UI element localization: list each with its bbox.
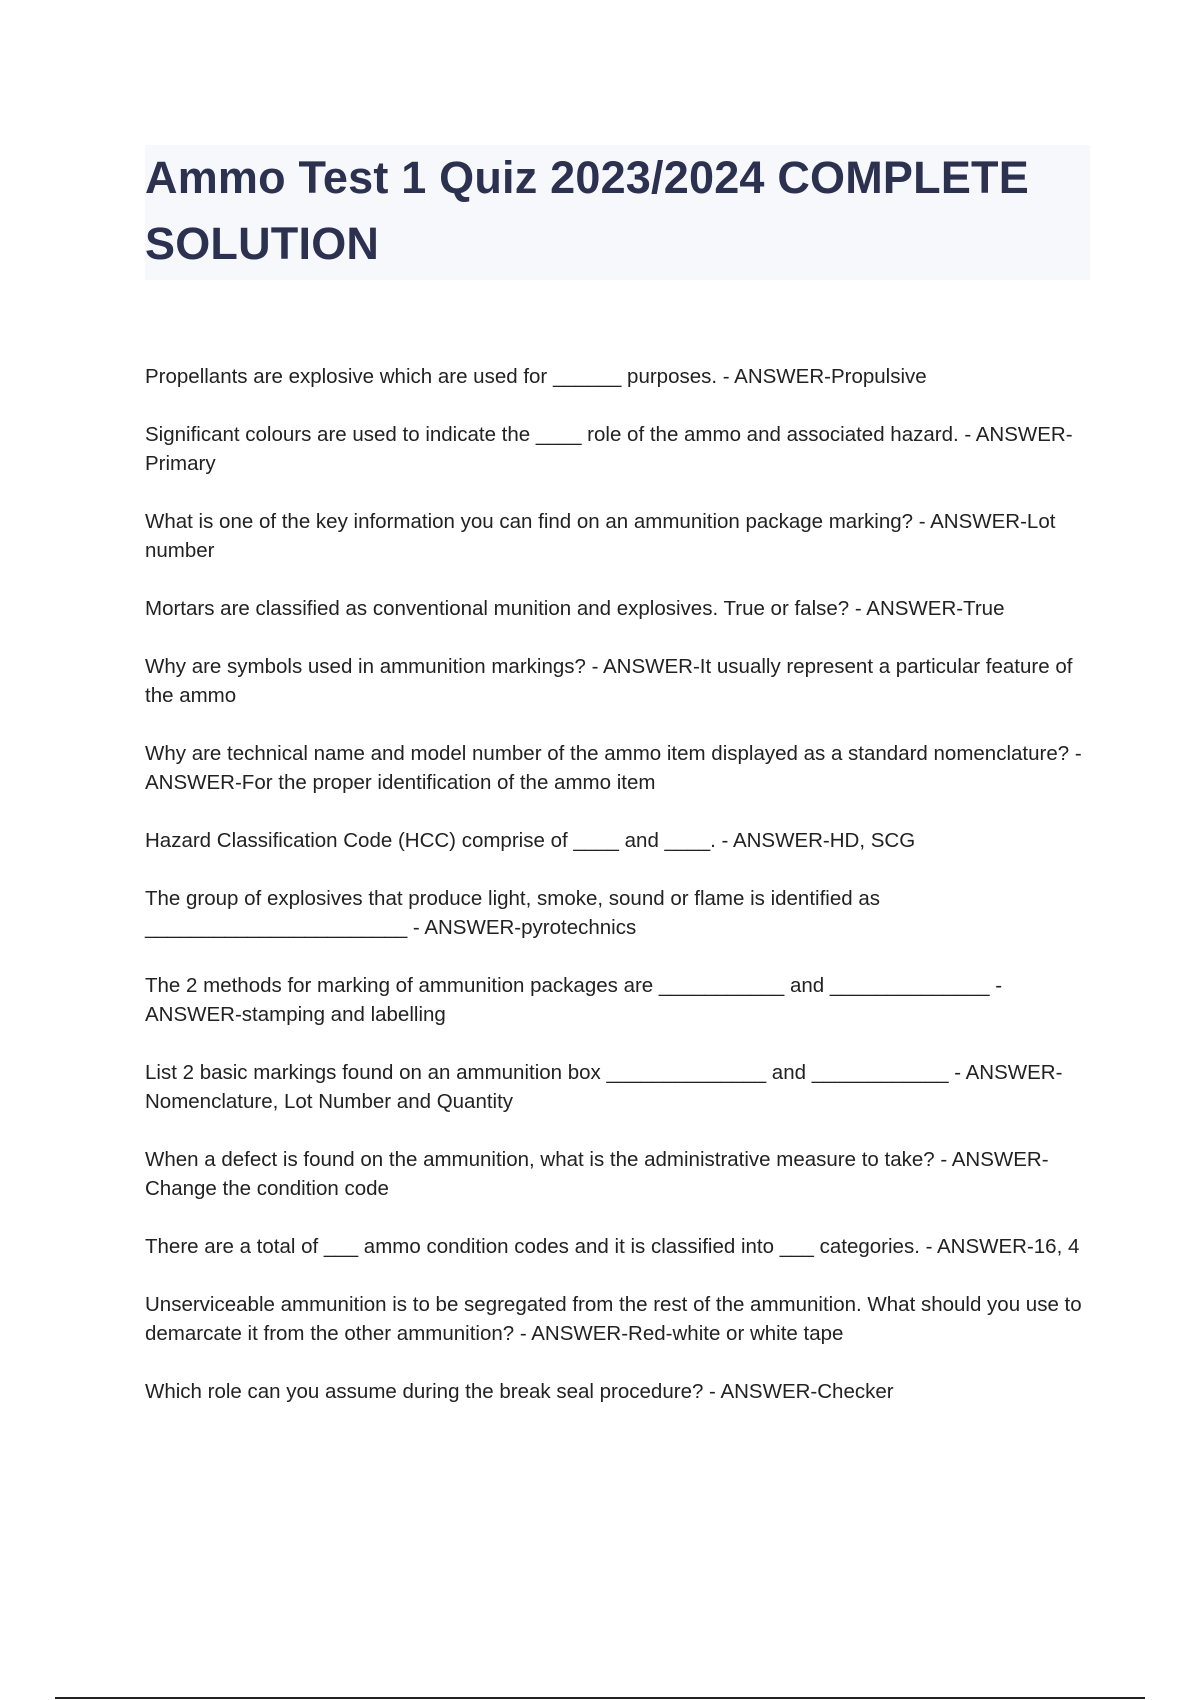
qa-item: Hazard Classification Code (HCC) comprise of ____ and ____. - ANSWER-HD, SCG [145, 829, 916, 852]
qa-item: Why are technical name and model number of the ammo item displayed as a standard nomenclature? - ANSWER-For the proper identification of the ammo item [145, 742, 1082, 794]
qa-item: Unserviceable ammunition is to be segregated from the rest of the ammunition. What should you use to demarcate it from the other ammunition? - ANSWER-Red-white or white tape [145, 1293, 1082, 1345]
qa-item: Why are symbols used in ammunition markings? - ANSWER-It usually represent a particular feature of the ammo [145, 655, 1073, 707]
qa-item: Propellants are explosive which are used for ______ purposes. - ANSWER-Propulsive [145, 365, 927, 388]
qa-item: The 2 methods for marking of ammunition packages are ___________ and ______________ - ANSWER-stamping and labelling [145, 974, 1003, 1026]
qa-item: Which role can you assume during the break seal procedure? - ANSWER-Checker [145, 1380, 894, 1403]
title-banner [145, 145, 1090, 280]
qa-list [145, 362, 1095, 1435]
qa-item: Significant colours are used to indicate the ____ role of the ammo and associated hazard. - ANSWER-Primary [145, 423, 1073, 475]
qa-item: When a defect is found on the ammunition, what is the administrative measure to take? - ANSWER-Change the condition code [145, 1148, 1049, 1200]
document-title: Ammo Test 1 Quiz 2023/2024 COMPLETE SOLUTION [145, 152, 1029, 269]
footer-divider [55, 1697, 1145, 1699]
qa-item: What is one of the key information you can find on an ammunition package marking? - ANSWER-Lot number [145, 510, 1056, 562]
qa-item: List 2 basic markings found on an ammunition box ______________ and ____________ - ANSWER-Nomenclature, Lot Number and Quantity [145, 1061, 1063, 1113]
qa-item: The group of explosives that produce light, smoke, sound or flame is identified as _______________________ - ANSWER-pyrotechnics [145, 887, 880, 939]
qa-item: Mortars are classified as conventional munition and explosives. True or false? - ANSWER-True [145, 597, 1005, 620]
qa-item: There are a total of ___ ammo condition codes and it is classified into ___ categories. - ANSWER-16, 4 [145, 1235, 1080, 1258]
